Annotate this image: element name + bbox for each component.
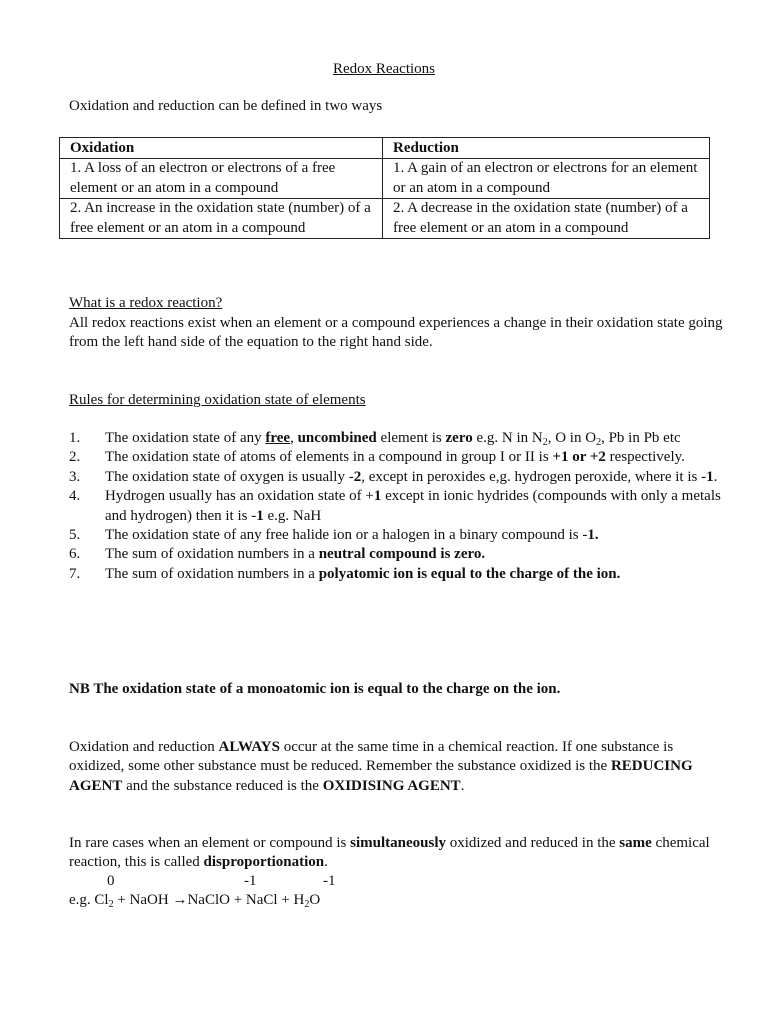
paragraph-text: .: [324, 854, 328, 871]
paragraph-emphasis: simultaneously: [350, 835, 447, 851]
rule-text: The oxidation state of any: [105, 430, 266, 446]
rule-emphasis: polyatomic ion is equal to the charge of the ion.: [318, 565, 621, 582]
header-oxidation: Oxidation: [60, 138, 383, 159]
intro-text: Oxidation and reduction can be defined in two ways: [69, 98, 383, 114]
page-title: Redox Reactions: [332, 61, 436, 77]
rule-emphasis: free: [265, 430, 291, 446]
list-number: 2.: [69, 449, 81, 466]
subscript: 2: [596, 437, 602, 448]
list-item: [69, 429, 729, 448]
list-number: 6.: [69, 546, 81, 563]
oxidation-number: -1: [244, 873, 257, 889]
list-item: [69, 526, 729, 545]
rule-text: , O in O: [547, 430, 597, 446]
paragraph-text: chemical reaction, this is called: [69, 835, 710, 871]
rule-text: The oxidation state of oxygen is usually -: [105, 468, 354, 485]
equation-text: e.g. Cl: [69, 892, 109, 908]
list-item: [69, 468, 729, 487]
rule-text: ,: [290, 430, 298, 446]
paragraph-text: occur at the same time in a chemical reaction. If one substance is oxidized, some other substance must be reduced. Remember the substance oxidized is the: [69, 739, 674, 775]
paragraph-emphasis: OXIDISING AGENT: [322, 777, 461, 794]
rule-emphasis: 1: [373, 488, 382, 505]
equation-text: NaClO + NaCl + H: [187, 892, 305, 908]
table-row: [60, 159, 710, 199]
rule-text: e.g. N in N: [472, 430, 543, 446]
nb-note: NB The oxidation state of a monoatomic ion is equal to the charge on the ion.: [69, 681, 561, 697]
rule-emphasis: 1: [706, 468, 714, 485]
rule-emphasis: uncombined: [297, 430, 377, 446]
table-cell: 2. An increase in the oxidation state (number) of a free element or an atom in a compound: [60, 199, 383, 239]
arrow-icon: →: [172, 892, 188, 908]
list-item: [69, 545, 729, 564]
paragraph-emphasis: disproportionation: [203, 854, 325, 871]
rule-emphasis: 1: [256, 507, 264, 524]
table-header-row: [60, 138, 710, 159]
example-equation: [69, 891, 320, 910]
header-reduction: Reduction: [383, 138, 710, 159]
rule-emphasis: neutral compound is zero.: [318, 546, 486, 563]
list-number: 1.: [69, 430, 81, 446]
definitions-table: [59, 137, 710, 239]
list-number: 3.: [69, 468, 81, 485]
table-cell: 2. A decrease in the oxidation state (number) of a free element or an atom in a compound: [383, 199, 710, 239]
list-number: 7.: [69, 565, 81, 582]
equation-text: O: [309, 892, 321, 908]
rule-emphasis: 1.: [587, 527, 599, 544]
rule-text: , except in peroxides e,g. hydrogen peroxide, where it is -: [361, 468, 707, 485]
rule-emphasis: zero: [445, 430, 473, 446]
rule-text: The oxidation state of any free halide ion or a halogen in a binary compound is -: [105, 527, 588, 544]
rule-text: Hydrogen usually has an oxidation state of +: [105, 488, 374, 505]
paragraph-text: and the substance reduced is the: [122, 777, 323, 794]
paragraph-agents: [69, 738, 724, 796]
list-number: 4.: [69, 488, 81, 505]
paragraph-disproportionation: [69, 834, 724, 873]
rule-text: , Pb in Pb etc: [601, 430, 681, 446]
rule-text: The sum of oxidation numbers in a: [105, 565, 319, 582]
rule-text: element is: [376, 430, 446, 446]
rule-text: except in ionic hydrides (compounds with only a metals and hydrogen) then it is -: [105, 488, 721, 524]
list-item: [69, 487, 729, 526]
rule-text: The sum of oxidation numbers in a: [105, 546, 319, 563]
subscript: 2: [304, 899, 310, 910]
paragraph-text: Oxidation and reduction: [69, 739, 219, 755]
rule-text: .: [713, 468, 718, 485]
paragraph-emphasis: REDUCING AGENT: [69, 758, 693, 794]
paragraph-emphasis: ALWAYS: [218, 739, 280, 755]
section-body-redox: All redox reactions exist when an element or a compound experiences a change in their oxidation state going from the left hand side of the equation to the right hand side.: [69, 315, 723, 351]
rules-list: [69, 429, 729, 584]
paragraph-text: In rare cases when an element or compound is: [69, 835, 351, 851]
equation-text: + NaOH: [113, 892, 173, 908]
oxidation-number: -1: [323, 873, 336, 889]
rule-text: e.g. NaH: [263, 507, 322, 524]
rule-text: respectively.: [605, 449, 685, 466]
rule-text: The oxidation state of atoms of elements in a compound in group I or II is: [105, 449, 553, 466]
paragraph-emphasis: same: [619, 835, 652, 851]
paragraph-text: .: [460, 777, 465, 794]
table-cell: 1. A gain of an electron or electrons for an element or an atom in a compound: [383, 159, 710, 199]
list-item: [69, 565, 729, 584]
table-row: [60, 199, 710, 239]
list-item: [69, 448, 729, 467]
paragraph-text: oxidized and reduced in the: [446, 835, 620, 851]
list-number: 5.: [69, 527, 81, 544]
table-cell: 1. A loss of an electron or electrons of a free element or an atom in a compound: [60, 159, 383, 199]
rule-emphasis: 2: [353, 468, 362, 485]
section-heading-rules: Rules for determining oxidation state of elements: [69, 392, 366, 408]
rule-emphasis: +1 or +2: [552, 449, 606, 466]
oxidation-number: 0: [107, 873, 115, 889]
subscript: 2: [542, 437, 548, 448]
subscript: 2: [108, 899, 114, 910]
section-heading-redox: What is a redox reaction?: [69, 295, 223, 311]
